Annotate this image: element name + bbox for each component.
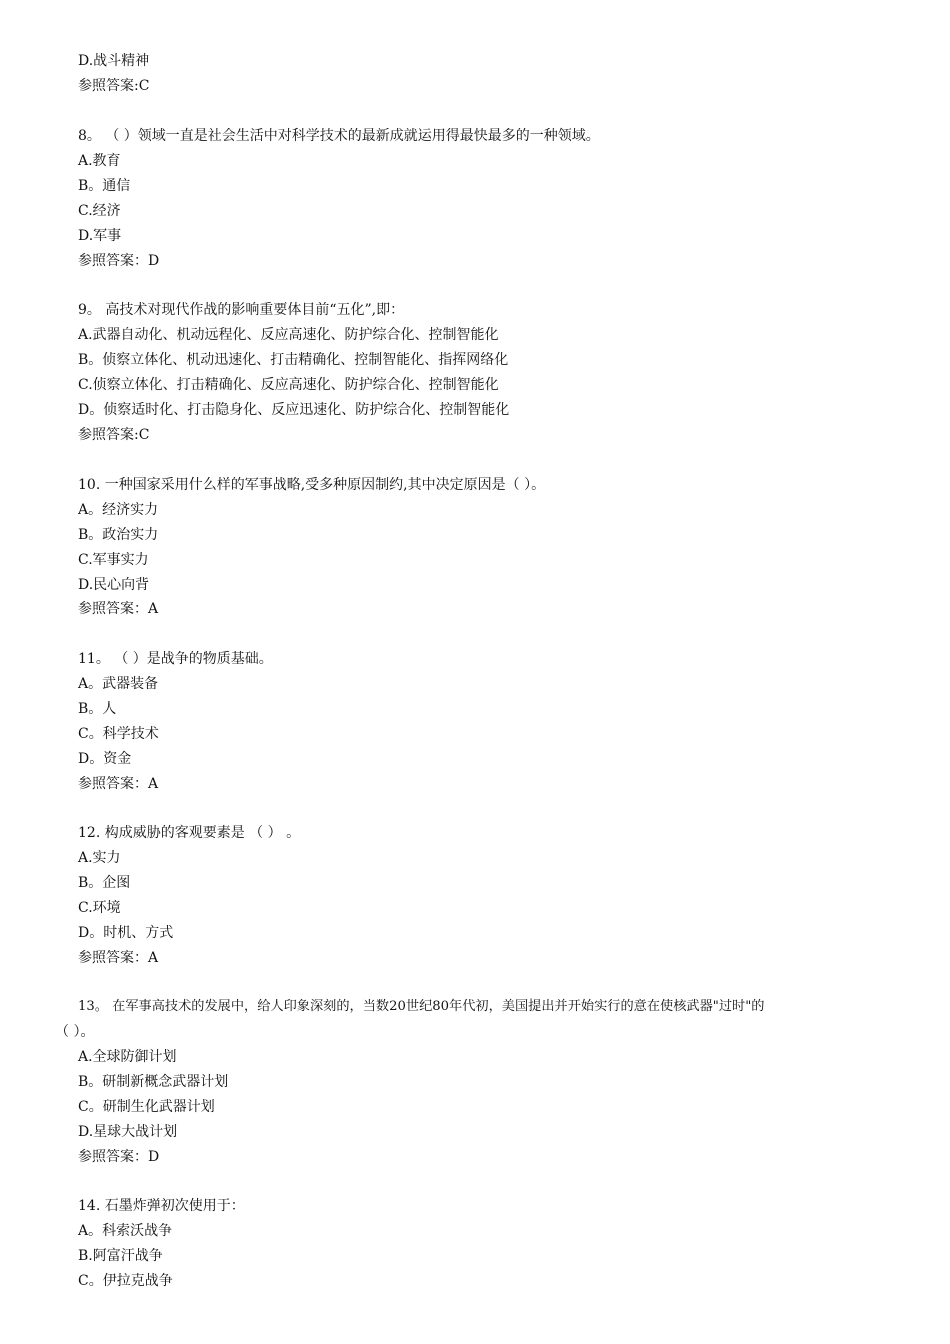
option-a: A.教育 <box>78 153 121 169</box>
option-b: B。政治实力 <box>78 527 159 543</box>
option-c: C.军事实力 <box>78 552 149 568</box>
option-a: A.全球防御计划 <box>78 1049 177 1065</box>
option-b: B。研制新概念武器计划 <box>78 1074 229 1090</box>
answer-line: 参照答案：A <box>78 950 159 966</box>
answer-line: 参照答案：A <box>78 776 159 792</box>
question-13: 13。 在军事高技术的发展中，给人印象深刻的，当数20世纪80年代初，美国提出并开始实行的意在使核武器"过时"的 <box>78 999 765 1014</box>
answer-line: 参照答案:C <box>78 78 150 94</box>
option-a: A.实力 <box>78 850 121 866</box>
option-b: B。通信 <box>78 178 131 194</box>
option-a: A.武器自动化、机动远程化、反应高速化、防护综合化、控制智能化 <box>78 327 499 343</box>
question-10: 10. 一种国家采用什么样的军事战略,受多种原因制约,其中决定原因是（ ）。 <box>78 477 546 493</box>
option-b: B.阿富汗战争 <box>78 1248 163 1264</box>
option-d: D.战斗精神 <box>78 53 150 69</box>
option-c: C.经济 <box>78 203 121 219</box>
option-a: A。武器装备 <box>78 676 159 692</box>
option-b: B。企图 <box>78 875 131 891</box>
answer-line: 参照答案：A <box>78 601 159 617</box>
option-d: D.民心向背 <box>78 577 150 593</box>
option-d: D。时机、方式 <box>78 925 174 941</box>
option-d: D。资金 <box>78 751 132 767</box>
option-c: C。伊拉克战争 <box>78 1273 173 1289</box>
answer-line: 参照答案：D <box>78 1149 160 1165</box>
answer-line: 参照答案：D <box>78 253 160 269</box>
option-c: C。研制生化武器计划 <box>78 1099 215 1115</box>
option-a: A。经济实力 <box>78 502 159 518</box>
question-11: 11。 （ ）是战争的物质基础。 <box>78 651 273 667</box>
question-14: 14. 石墨炸弹初次使用于： <box>78 1198 245 1214</box>
option-c: C.环境 <box>78 900 121 916</box>
option-d: D.星球大战计划 <box>78 1124 178 1140</box>
question-8: 8。 （ ）领域一直是社会生活中对科学技术的最新成就运用得最快最多的一种领域。 <box>78 128 600 144</box>
option-d: D。侦察适时化、打击隐身化、反应迅速化、防护综合化、控制智能化 <box>78 402 510 418</box>
option-a: A。科索沃战争 <box>78 1223 173 1239</box>
answer-line: 参照答案:C <box>78 427 150 443</box>
option-c: C。科学技术 <box>78 726 159 742</box>
question-13-continued: （ ）。 <box>55 1024 95 1040</box>
option-d: D.军事 <box>78 228 122 244</box>
question-12: 12. 构成威胁的客观要素是 （ ） 。 <box>78 825 301 841</box>
option-b: B。人 <box>78 701 117 717</box>
option-b: B。侦察立体化、机动迅速化、打击精确化、控制智能化、指挥网络化 <box>78 352 509 368</box>
option-c: C.侦察立体化、打击精确化、反应高速化、防护综合化、控制智能化 <box>78 377 499 393</box>
question-9: 9。 高技术对现代作战的影响重要体目前“五化”,即： <box>78 302 405 318</box>
